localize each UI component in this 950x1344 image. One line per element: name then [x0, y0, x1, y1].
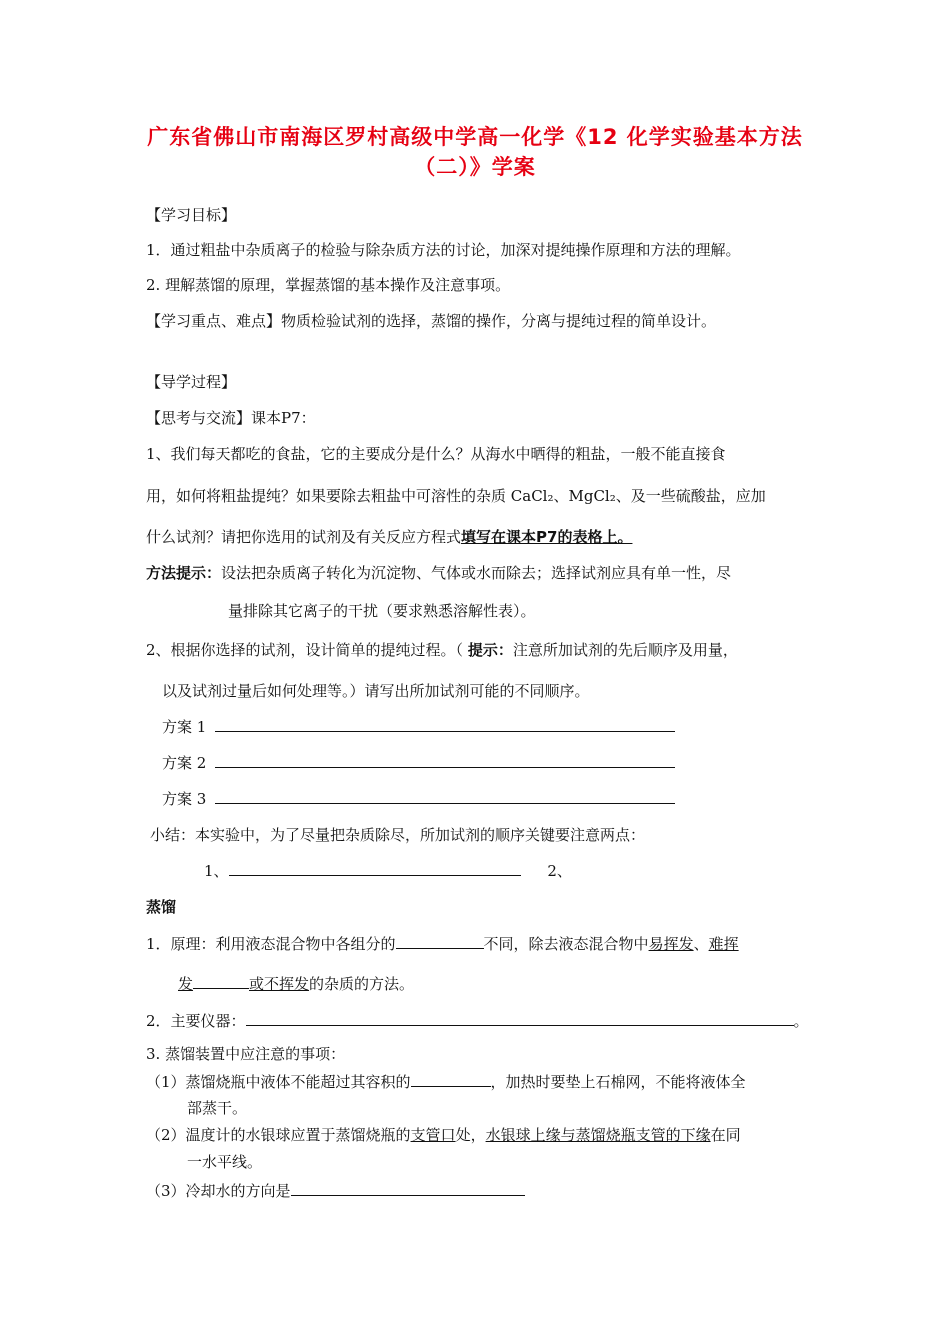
- key-points: 【学习重点、难点】物质检验试剂的选择，蒸馏的操作，分离与提纯过程的简单设计。: [146, 312, 717, 330]
- question-1-line-1: 1、我们每天都吃的食盐，它的主要成分是什么？从海水中晒得的粗盐，一般不能直接食: [146, 445, 726, 463]
- point-1-blank[interactable]: [229, 861, 521, 876]
- plan-3: 方案 3: [162, 788, 675, 809]
- plan-1-blank[interactable]: [215, 717, 675, 732]
- notes-header: 3. 蒸馏装置中应注意的事项：: [146, 1045, 346, 1063]
- note-1-line-2: 部蒸干。: [187, 1099, 248, 1117]
- method-hint: 方法提示：设法把杂质离子转化为沉淀物、气体或水而除去；选择试剂应具有单一性，尽: [146, 564, 732, 582]
- plan-2: 方案 2: [162, 752, 675, 773]
- note-3: （3）冷却水的方向是: [146, 1180, 525, 1201]
- page-title: 广东省佛山市南海区罗村高级中学高一化学《12 化学实验基本方法: [147, 125, 803, 149]
- question-1-line-3: 什么试剂？请把你选用的试剂及有关反应方程式填写在课本P7的表格上。: [146, 528, 633, 546]
- method-hint-line-2: 量排除其它离子的干扰（要求熟悉溶解性表）。: [228, 602, 536, 620]
- distillation-header: 蒸馏: [146, 898, 177, 916]
- volume-blank[interactable]: [411, 1072, 491, 1087]
- note-2-line-2: 一水平线。: [187, 1153, 263, 1171]
- method-hint-label: 方法提示：: [146, 564, 222, 582]
- guide-header: 【导学过程】: [146, 373, 237, 391]
- main-instruments: 2．主要仪器： 。: [146, 1012, 809, 1030]
- principle-underline: [193, 974, 249, 989]
- page-title-line2: （二）》学案: [414, 155, 536, 179]
- plan-3-blank[interactable]: [215, 789, 675, 804]
- distillation-principle: 1．原理：利用液态混合物中各组分的 不同，除去液态混合物中易挥发、难挥: [146, 935, 739, 953]
- cooling-water-blank[interactable]: [291, 1181, 525, 1196]
- summary-points: 1、 2、: [204, 862, 572, 880]
- question-2-hint-label: 提示：: [467, 641, 513, 659]
- goal-2: 2. 理解蒸馏的原理，掌握蒸馏的基本操作及注意事项。: [146, 276, 511, 294]
- question-2-line-2: 以及试剂过量后如何处理等。）请写出所加试剂可能的不同顺序。: [162, 682, 590, 700]
- plan-2-blank[interactable]: [215, 753, 675, 768]
- note-1: （1）蒸馏烧瓶中液体不能超过其容积的 ，加热时要垫上石棉网，不能将液体全: [146, 1073, 746, 1091]
- goals-header: 【学习目标】: [146, 206, 237, 224]
- textbook-table-note: 填写在课本P7的表格上。: [461, 528, 633, 546]
- summary: 小结：本实验中，为了尽量把杂质除尽，所加试剂的顺序关键要注意两点：: [150, 826, 646, 844]
- think-header: 【思考与交流】课本P7：: [146, 409, 316, 427]
- principle-blank[interactable]: [396, 934, 484, 949]
- distillation-principle-line-2: 发 或不挥发的杂质的方法。: [178, 975, 415, 993]
- instruments-blank[interactable]: [246, 1011, 794, 1026]
- note-2: （2）温度计的水银球应置于蒸馏烧瓶的支管口处，水银球上缘与蒸馏烧瓶支管的下缘在同: [146, 1126, 741, 1144]
- plan-1: 方案 1: [162, 716, 675, 737]
- question-2-line-1: 2、根据你选择的试剂，设计简单的提纯过程。（ 提示：注意所加试剂的先后顺序及用量，: [146, 641, 738, 659]
- question-1-line-2: 用，如何将粗盐提纯？如果要除去粗盐中可溶性的杂质 CaCl₂、MgCl₂、及一些硫酸盐，应加: [146, 487, 766, 505]
- goal-1: 1．通过粗盐中杂质离子的检验与除杂质方法的讨论，加深对提纯操作原理和方法的理解。: [146, 241, 741, 259]
